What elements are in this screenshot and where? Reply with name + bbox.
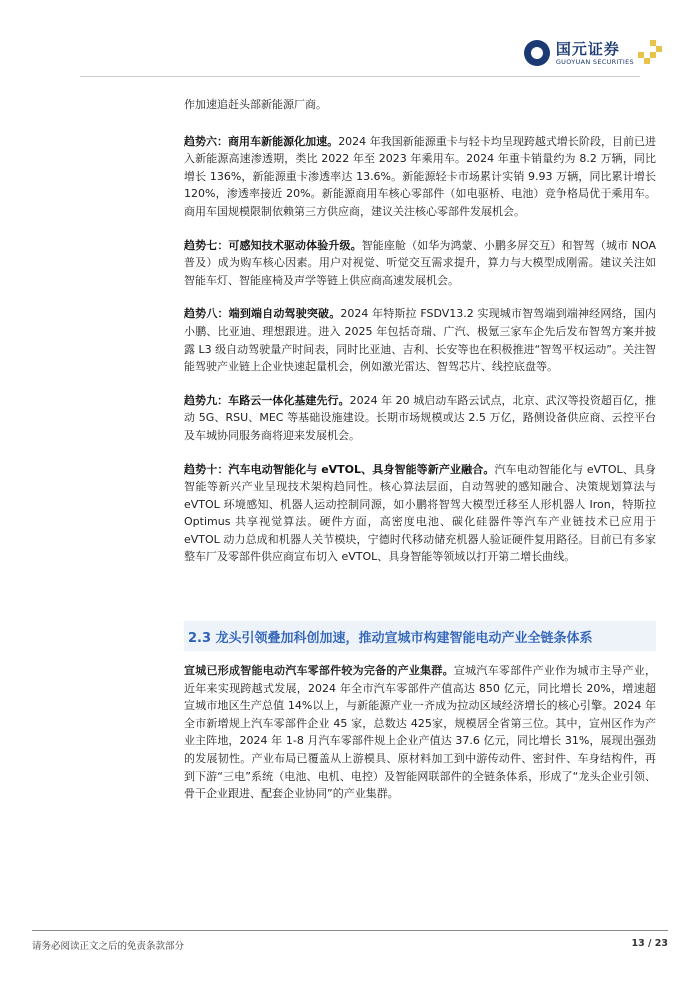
trend-text: 2024 年 20 城启动车路云试点，北京、武汉等投资超百亿，推动 5G、RSU、MEC 等基础设施建设。长期市场规模或达 2.5 万亿，路侧设备供应商、云控平台及车城协同服务商将迎来发展机会。	[184, 393, 657, 442]
trend-paragraph-7	[184, 237, 656, 290]
trend-paragraph-9	[184, 392, 656, 445]
trend-paragraph-6	[184, 133, 656, 221]
trend-title: 趋势八：端到端自动驾驶突破。	[184, 307, 341, 321]
lead-text: 宣城汽车零部件产业作为城市主导产业，近年来实现跨越式发展，2024 年全市汽车零部件产值高达 850 亿元，同比增长 20%，增速超宣城市地区生产总值 14%以上，与新能源产业一齐成为拉动区域经济增长的核心引擎。2024 年全市新增规上汽车零部件企业 45 家，总数达 425家，规模居全省第三位。其中，宣州区作为产业主阵地，2024 年 1-8 月汽车零部件规上企业产值达 37.6 亿元，同比增长 31%，展现出强劲的发展韧性。产业布局已覆盖从上游模具、原材料加工到中游传动件、密封件、车身结构件，再到下游“三电”系统（电池、电机、电控）及智能网联部件的全链条体系，形成了“龙头企业引领、骨干企业跟进、配套企业协同”的产业集群。	[184, 664, 657, 801]
footer-divider	[32, 930, 668, 931]
trend-text: 智能座舱（如华为鸿蒙、小鹏多屏交互）和智驾（城市 NOA 普及）成为购车核心因素。用户对视觉、听觉交互需求提升，算力与大模型成刚需。建议关注如智能车灯、智能座椅及声学等链上供应商高速发展机会。	[184, 238, 656, 287]
industry-cluster-paragraph	[184, 662, 656, 803]
footer-disclaimer: 请务必阅读正文之后的免责条款部分	[32, 941, 185, 952]
section-heading	[184, 621, 656, 651]
page-header	[0, 0, 700, 76]
logo-decoration-icon	[636, 40, 662, 66]
section-title: 2.3 龙头引领叠加科创加速，推动宣城市构建智能电动产业全链条体系	[188, 631, 593, 646]
lead-sentence: 宣城已形成智能电动汽车零部件较为完备的产业集群。	[184, 664, 454, 677]
main-content	[184, 96, 656, 582]
trend-title: 趋势九：车路云一体化基建先行。	[184, 393, 350, 407]
page-number: 13 / 23	[631, 938, 668, 949]
trend-title: 趋势六：商用车新能源化加速。	[184, 134, 339, 148]
logo-english-name: GUOYUAN SECURITIES	[555, 57, 634, 66]
brand-logo	[524, 36, 634, 70]
trend-paragraph-10	[184, 461, 656, 567]
trend-paragraph-8	[184, 305, 656, 375]
guoyuan-logo-icon	[524, 40, 550, 66]
trend-title: 趋势十：汽车电动智能化与 eVTOL、具身智能等新产业融合。	[184, 462, 495, 476]
trend-text: 2024 年我国新能源重卡与轻卡均呈现跨越式增长阶段，目前已进入新能源高速渗透期，类比 2022 年至 2023 年乘用车。2024 年重卡销量约为 8.2 万辆，同比增长 136%，新能源重卡渗透率达 13.6%。新能源轻卡市场累计实销 9.93 万辆，同比累计增长 120%，渗透率接近 20%。新能源商用车核心零部件（如电驱桥、电池）竞争格局优于乘用车。商用车国规模限制依赖第三方供应商，建议关注核心零部件发展机会。	[184, 134, 657, 218]
trend-text: 2024 年特斯拉 FSDV13.2 实现城市智驾端到端神经网络，国内小鹏、比亚迪、理想跟进。进入 2025 年包括奇瑞、广汽、极氪三家车企先后发布智驾方案并披露 L3 级自动驾驶量产时间表，同时比亚迪、吉利、长安等也在积极推进“智驾平权运动”。关注智能驾驶产业链上企业快速起量机会，例如激光雷达、智驾芯片、线控底盘等。	[184, 307, 656, 374]
section-content	[184, 662, 656, 803]
trend-title: 趋势七：可感知技术驱动体验升级。	[184, 238, 362, 252]
logo-chinese-name: 国元证券	[555, 39, 620, 58]
header-divider	[80, 76, 640, 77]
trend-text: 汽车电动智能化与 eVTOL、具身智能等新兴产业呈现技术架构趋同性。核心算法层面，自动驾驶的感知融合、决策规划算法与 eVTOL 环境感知、机器人运动控制同源，如小鹏将智驾大模型迁移至人形机器人 Iron，特斯拉 Optimus 共享视觉算法。硬件方面，高密度电池、碳化硅器件等汽车产业链技术已应用于 eVTOL 动力总成和机器人关节模块，宁德时代移动储充机器人验证硬件复用路径。目前已有多家整车厂及零部件供应商宣布切入 eVTOL、具身智能等领域以打开第二增长曲线。	[184, 462, 657, 564]
intro-paragraph: 作加速追赶头部新能源厂商。	[184, 98, 327, 111]
